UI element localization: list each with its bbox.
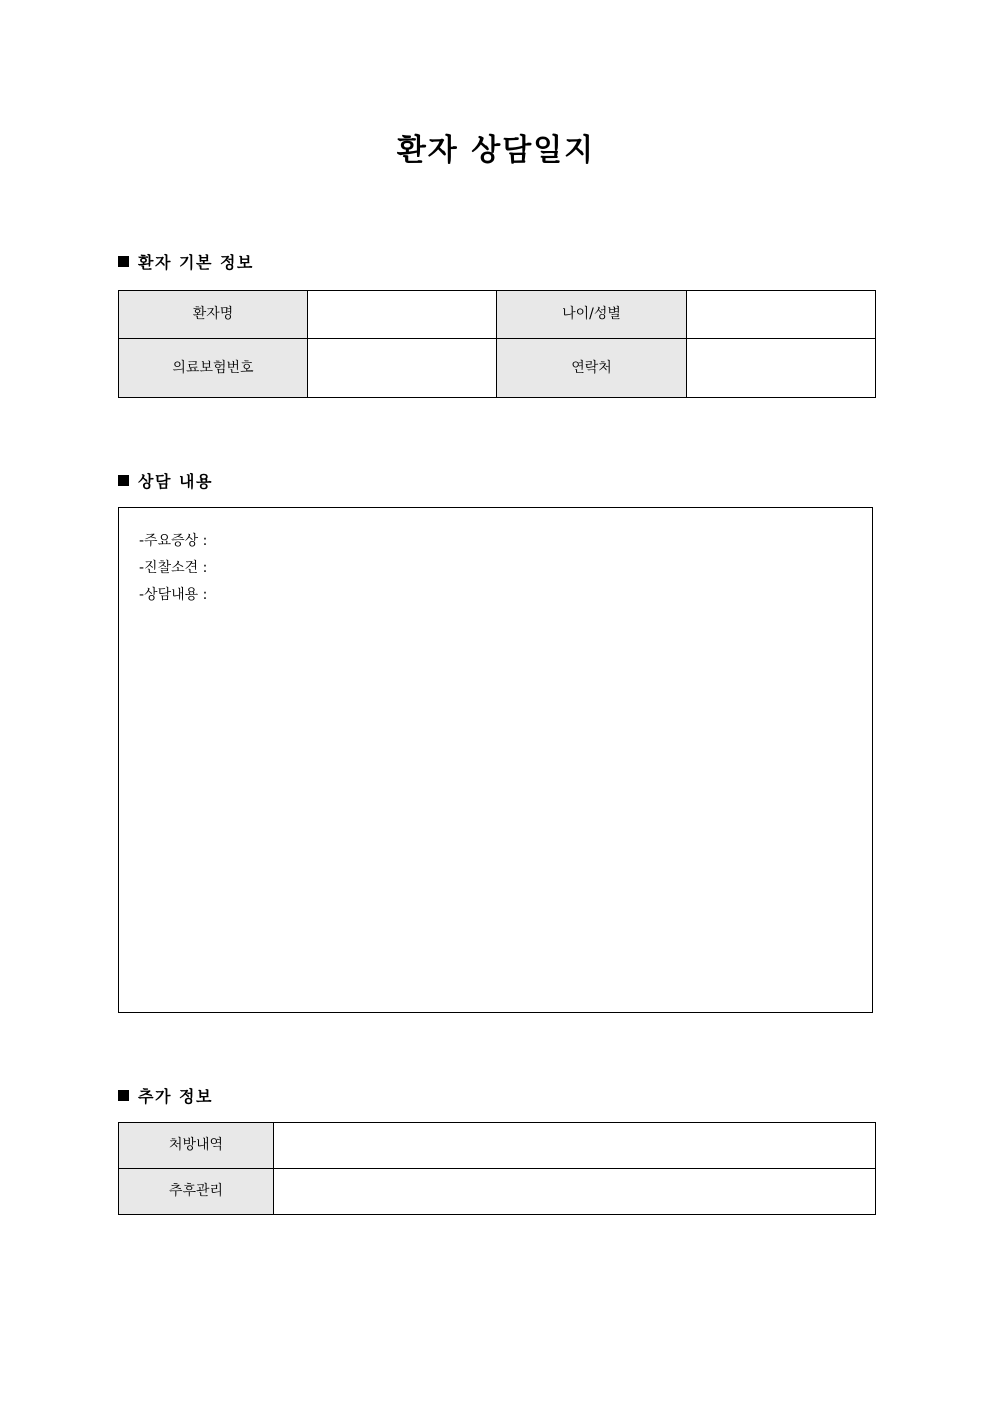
field-label-insurance-number: 의료보험번호 — [119, 339, 308, 398]
table-row — [119, 339, 876, 398]
field-value-patient-name[interactable] — [308, 291, 497, 339]
field-label-age-gender: 나이/성별 — [497, 291, 687, 339]
consultation-line-main-symptoms: -주요증상 : — [139, 533, 208, 549]
square-bullet-icon — [118, 1090, 129, 1101]
consultation-content-box[interactable] — [118, 507, 873, 1013]
field-value-contact[interactable] — [687, 339, 876, 398]
field-value-insurance-number[interactable] — [308, 339, 497, 398]
square-bullet-icon — [118, 475, 129, 486]
section-header-extra-info-label: 추가 정보 — [138, 1087, 213, 1106]
table-row — [119, 1123, 876, 1169]
table-row — [119, 291, 876, 339]
section-header-extra-info — [118, 1084, 213, 1107]
field-value-followup-care[interactable] — [274, 1169, 876, 1215]
section-header-basic-info-label: 환자 기본 정보 — [138, 253, 254, 272]
field-value-prescription[interactable] — [274, 1123, 876, 1169]
field-value-age-gender[interactable] — [687, 291, 876, 339]
table-row — [119, 1169, 876, 1215]
section-header-consultation-label: 상담 내용 — [138, 472, 213, 491]
field-label-contact: 연락처 — [497, 339, 687, 398]
page-title: 환자 상담일지 — [396, 133, 596, 168]
extra-info-table — [118, 1122, 876, 1215]
square-bullet-icon — [118, 256, 129, 267]
consultation-line-consultation-details: -상담내용 : — [139, 587, 208, 603]
field-label-prescription: 처방내역 — [119, 1123, 274, 1169]
section-header-basic-info — [118, 250, 254, 273]
consultation-line-examination-findings: -진찰소견 : — [139, 560, 208, 576]
field-label-patient-name: 환자명 — [119, 291, 308, 339]
basic-info-table — [118, 290, 876, 398]
section-header-consultation — [118, 469, 213, 492]
field-label-followup-care: 추후관리 — [119, 1169, 274, 1215]
